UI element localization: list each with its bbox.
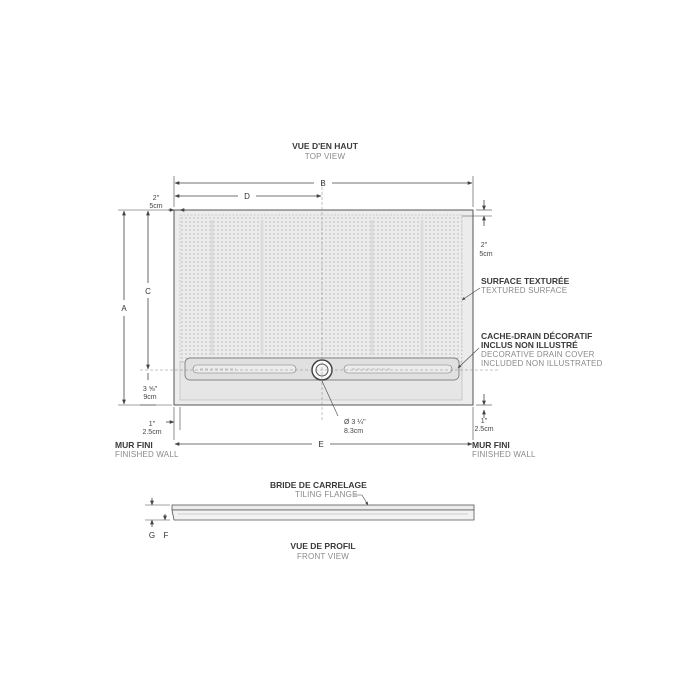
drain-cover-fr-1: CACHE-DRAIN DÉCORATIF bbox=[481, 331, 593, 341]
wall-right-fr: MUR FINI bbox=[472, 440, 510, 450]
tiling-flange-profile bbox=[172, 505, 474, 510]
dim-5cm-right: 5cm bbox=[479, 251, 493, 258]
drain-cover-fr-2: INCLUS NON ILLUSTRÉ bbox=[481, 340, 578, 350]
shower-base-top-view bbox=[140, 182, 500, 420]
dim-1in-right: 1" bbox=[480, 418, 488, 425]
dim-5cm-left: 5cm bbox=[149, 203, 163, 210]
flange-fr: BRIDE DE CARRELAGE bbox=[270, 480, 367, 490]
wall-right-en: FINISHED WALL bbox=[472, 450, 536, 459]
dim-b-label: B bbox=[320, 179, 326, 188]
drain-diameter-in: Ø 3 ¼" bbox=[344, 419, 366, 426]
dim-2-5cm-left: 2.5cm bbox=[142, 429, 162, 436]
textured-fr: SURFACE TEXTURÉE bbox=[481, 276, 570, 286]
dim-3-5-8-in: 3 ⅝" bbox=[142, 386, 158, 393]
drain-slot-right bbox=[344, 365, 452, 373]
front-view-title-en: FRONT VIEW bbox=[296, 552, 350, 561]
front-view-title-fr: VUE DE PROFIL bbox=[290, 541, 356, 551]
textured-en: TEXTURED SURFACE bbox=[481, 286, 568, 295]
dim-2in-right: 2" bbox=[480, 242, 488, 249]
shower-base-front-view bbox=[172, 505, 474, 520]
dim-f-label: F bbox=[163, 531, 169, 540]
top-view-title-en: TOP VIEW bbox=[304, 152, 346, 161]
dim-e-label: E bbox=[318, 440, 324, 449]
wall-left-en: FINISHED WALL bbox=[115, 450, 179, 459]
top-view-title-fr: VUE D'EN HAUT bbox=[292, 141, 358, 151]
drain-cover-en-2: INCLUDED NON ILLUSTRATED bbox=[481, 359, 603, 368]
drain-diameter-cm: 8.3cm bbox=[344, 428, 364, 435]
dim-g-label: G bbox=[148, 531, 156, 540]
dim-a-label: A bbox=[121, 304, 127, 313]
flange-en: TILING FLANGE bbox=[295, 490, 358, 499]
textured-surface bbox=[180, 215, 462, 362]
drain-slot-left bbox=[193, 365, 296, 373]
wall-left-fr: MUR FINI bbox=[115, 440, 153, 450]
dim-1in-left: 1" bbox=[148, 421, 156, 428]
dim-9cm: 9cm bbox=[143, 394, 157, 401]
dim-d-label: D bbox=[244, 192, 250, 201]
base-profile bbox=[172, 510, 474, 520]
dim-c-label: C bbox=[145, 287, 151, 296]
drain-cover-en-1: DECORATIVE DRAIN COVER bbox=[481, 350, 595, 359]
dim-2in-left: 2" bbox=[152, 195, 160, 202]
dim-2-5cm-right: 2.5cm bbox=[474, 426, 494, 433]
